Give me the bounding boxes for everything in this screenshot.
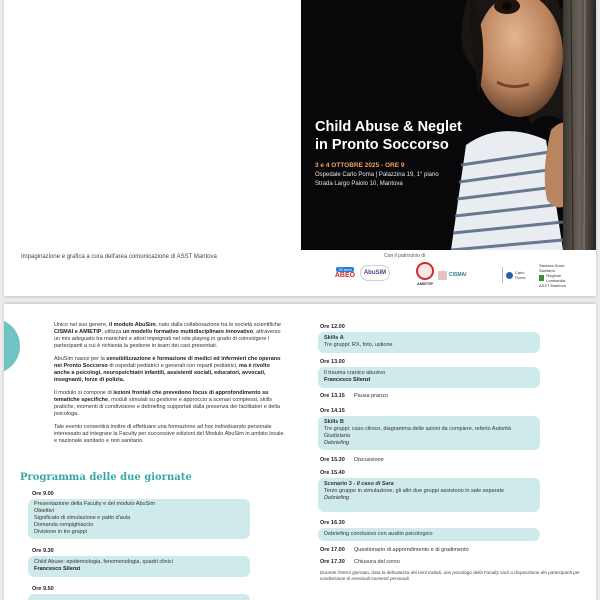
speaker-name: Francesco Silenzi	[34, 566, 81, 572]
schedule-box	[318, 478, 540, 512]
intro-paragraph-1	[54, 322, 284, 350]
venue-line2: Strada Largo Paiolo 10, Mantova	[315, 180, 403, 187]
poma-emblem-icon	[506, 272, 513, 279]
text-span: , nato dalla collaborazione tra le società scientifiche	[155, 322, 281, 328]
schedule-box	[318, 367, 540, 388]
time-label: Ore 15.40	[320, 470, 345, 476]
schedule-line: Divisione in tre gruppi	[34, 529, 87, 535]
program-title: Programma delle due giornate	[20, 472, 192, 483]
debriefing-tag: Debriefing	[324, 440, 350, 446]
time-label: Ore 17.00	[320, 547, 345, 553]
schedule-box	[28, 499, 250, 539]
text-span: AbuSim nasce per la	[54, 356, 107, 362]
venue-line1: Ospedale Carlo Poma | Palazzina 19, 1° piano	[315, 172, 439, 178]
intro-paragraph-3	[54, 390, 284, 418]
time-label: Ore 9.50	[32, 586, 54, 592]
schedule-box	[28, 594, 250, 600]
text-bold: ma è rivolto anche a psicologi, neuropsichiatri infantili, assistenti sociali, educatori, avvocati, insegnanti, forze di polizia.	[54, 363, 270, 383]
cover-photo	[301, 0, 596, 250]
session-text: Debriefing conclusivo con ausilio psicologico	[324, 531, 433, 537]
time-label: Ore 15.30	[320, 457, 345, 463]
graphics-credits: Impaginazione e grafica a cura dell'area comunicazione di ASST Mantova	[21, 254, 217, 260]
schedule-box	[318, 528, 540, 541]
program-page	[4, 304, 596, 600]
time-label: Ore 9.30	[32, 548, 54, 554]
scenario-name: Il caso di Sara	[356, 481, 394, 487]
time-label: Ore 14.15	[320, 408, 345, 414]
text-bold: sensibilizzazione e formazione di medici ed infermieri che operano nei Pronto Soccorso	[54, 356, 281, 369]
event-venue	[315, 171, 495, 188]
text-bold: il modulo AbuSim	[109, 322, 156, 328]
patronage-logos	[334, 253, 574, 293]
event-title	[315, 118, 495, 154]
amietip-logo	[414, 259, 436, 289]
carlo-poma-logo	[506, 269, 536, 281]
session-text: Chiusura del corso	[354, 559, 400, 565]
session-title: Skills B	[324, 419, 344, 425]
schedule-line: Significato di simulazione e patto d'aula	[34, 515, 131, 521]
text-span: di ospedali pediatrici e generali con reparti pediatrici,	[107, 363, 239, 369]
schedule-line: Child Abuse: epidemiologia, fenomenologia, quadri clinici	[34, 559, 173, 565]
logo-divider	[502, 267, 503, 283]
intro-paragraph-2	[54, 356, 284, 384]
event-title-line2: in Pronto Soccorso	[315, 137, 449, 153]
time-label: Ore 16.30	[320, 520, 345, 526]
session-text: Tre gruppi: RX, foto, ustione	[324, 342, 393, 348]
speaker-name: Francesco Silenzi	[324, 377, 371, 383]
cover-text-block	[315, 118, 495, 188]
abeo-badge: 20 anni	[338, 266, 352, 272]
cover-page	[4, 0, 596, 296]
session-text: Terzo gruppo in simulazione, gli altri due gruppi assistono in sale separate	[324, 488, 505, 494]
time-label: Ore 17.30	[320, 559, 345, 565]
text-bold: lezioni frontali che prevedono focus di approfondimento su tematiche specifiche	[54, 390, 269, 403]
cismai-wordmark: CISMAI	[449, 272, 467, 278]
cismai-emblem-icon	[438, 271, 447, 280]
session-text: Pausa pranzo	[354, 393, 388, 399]
schedule-box	[318, 416, 540, 450]
event-title-line1: Child Abuse & Neglet	[315, 119, 462, 135]
text-span: Unico nel suo genere,	[54, 322, 110, 328]
session-title	[324, 481, 534, 488]
abeo-logo	[334, 265, 356, 281]
text-bold: un modello formativo multidisciplinare innovativo	[122, 329, 254, 335]
time-label: Ore 9.00	[32, 491, 54, 497]
asst-row	[539, 273, 577, 283]
amietip-wordmark: AMIETIP	[416, 281, 434, 286]
poma-wordmark: Carlo Poma	[514, 270, 526, 280]
event-dates: 3 e 4 OTTOBRE 2025 - ORE 9	[315, 162, 405, 169]
lombardia-rose-icon	[539, 275, 544, 281]
decorative-teal-shape	[4, 318, 20, 374]
amietip-emblem-icon	[416, 262, 434, 280]
intro-paragraph-4: Tale evento consentirà inoltre di effettuare una formazione ad hoc individuando personale interessato ad integrare la Faculty per successive edizioni del Modulo AbuSim in ambito locale e nazionale sanitario e non sanitario.	[54, 424, 284, 444]
asst-line3: ASST Mantova	[539, 282, 566, 288]
session-title: Skills A	[324, 335, 344, 341]
schedule-box	[28, 556, 250, 577]
time-label: Ore 12.00	[320, 324, 345, 330]
asst-line1: Sistema Socio Sanitario	[539, 262, 565, 273]
time-label: Ore 13.00	[320, 359, 345, 365]
intro-text	[54, 322, 284, 451]
time-label: Ore 13.15	[320, 393, 345, 399]
session-text: Tre gruppi: caso clinico, diagramma delle azioni da compiere, referto Autorità Giudiziaria	[324, 426, 511, 439]
schedule-line: Obiettivi	[34, 508, 54, 514]
asst-mantova-logo	[539, 263, 577, 287]
schedule-line: Domanda rompighiaccio	[34, 522, 94, 528]
abeo-wordmark: ABEO	[334, 271, 356, 279]
text-span: , moduli simulati su gestione e approccio a scenari complessi, skills pratiche, momenti di condivisione e debriefing supportati dalla presenza dei facilitatori e della psicologa.	[54, 397, 280, 417]
abusim-logo: AbuSIM	[360, 265, 390, 281]
scenario-label: Scenario 3 -	[324, 481, 357, 487]
session-text: Il trauma cranico abusivo	[324, 370, 386, 376]
text-span: Il modulo si compone di	[54, 390, 114, 396]
session-text: Questionario di apprendimento e di gradimento	[354, 547, 469, 553]
patronage-label: Con il patrocinio di	[384, 253, 426, 259]
debriefing-tag: Debriefing	[324, 495, 350, 501]
text-span: , attraverso un mix adeguato tra manichini e attori impegnati nel role playing in grado di coinvolgere i partecipanti a cui è richiesta la gestione in team dei casi presentati.	[54, 329, 281, 349]
psychologist-note: Durante l'intera giornata, data la delicatezza dei temi trattati, uno psicologo della Faculty sarà a disposizione dei partecipanti per condivisione di eventuali momenti personali.	[320, 570, 580, 581]
schedule-line: Presentazione della Faculty e del modulo AbuSim	[34, 501, 156, 507]
cismai-logo	[438, 269, 474, 281]
text-span: , utilizza	[101, 329, 123, 335]
text-bold: CISMAI e AMIETIP	[54, 329, 102, 335]
asst-line2: Regione Lombardia	[546, 272, 566, 283]
schedule-box	[318, 332, 540, 353]
session-text: Discussione	[354, 457, 384, 463]
